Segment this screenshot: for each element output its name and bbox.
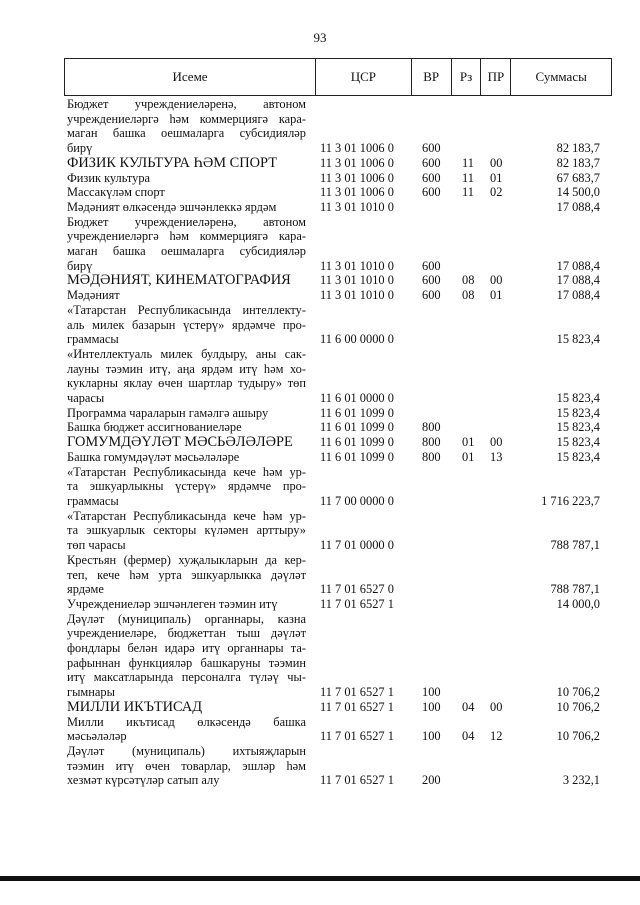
row-pr: 02 (490, 185, 503, 200)
row-sum: 15 823,4 (556, 405, 600, 420)
row-vr: 100 (422, 699, 441, 714)
row-csr: 11 6 01 1099 0 (320, 435, 394, 450)
row-sum: 15 823,4 (556, 332, 600, 347)
page-number: 93 (313, 30, 327, 45)
row-csr: 11 7 01 6527 1 (320, 699, 394, 714)
row-name-line: ярдәме (67, 582, 104, 597)
row-name-line: бирү (67, 141, 93, 156)
table-row (64, 273, 612, 288)
row-csr: 11 7 01 0000 0 (320, 538, 394, 553)
row-csr: 11 6 01 0000 0 (320, 391, 394, 406)
table-body (64, 97, 612, 788)
row-pr: 00 (490, 273, 503, 288)
row-vr: 800 (422, 449, 441, 464)
row-name-line: төп чарасы (67, 538, 126, 553)
row-csr: 11 6 01 1099 0 (320, 420, 394, 435)
row-name-line: Физик культура (67, 170, 151, 185)
table-row (64, 303, 612, 347)
row-vr: 600 (422, 141, 441, 156)
row-name-line: Бюджет учреждениеләренә, автоном (67, 97, 306, 111)
row-sum: 17 088,4 (556, 273, 600, 288)
row-name-line: Программа чараларын гамәлгә ашыру (67, 405, 269, 420)
row-name-line: хезмәт күрсәтүләр сатып алу (67, 773, 220, 788)
row-csr: 11 3 01 1010 0 (320, 199, 394, 214)
row-sum: 15 823,4 (556, 420, 600, 435)
row-csr: 11 7 01 6527 0 (320, 582, 394, 597)
row-name (64, 406, 316, 421)
column-header-sum: Суммасы (535, 69, 587, 84)
row-sum: 788 787,1 (550, 582, 600, 597)
row-name-line: «Татарстан Республикасында кече һәм ур- (67, 508, 306, 523)
row-pr: 01 (490, 170, 503, 185)
row-sum: 14 000,0 (556, 596, 600, 611)
row-name-line: Дәүләт (муниципаль) органнары, казна (67, 611, 306, 626)
row-name (64, 215, 316, 274)
row-pr: 01 (490, 288, 503, 303)
row-name (64, 97, 316, 156)
row-name (64, 156, 316, 171)
table-row (64, 215, 612, 274)
row-name-line: фондлары белән идарә итү органнары та- (67, 641, 306, 656)
table-row (64, 597, 612, 612)
row-name-line: маган башка оешмаларга субсидияләр (67, 244, 306, 259)
row-csr: 11 7 00 0000 0 (320, 493, 394, 508)
table-row (64, 156, 612, 171)
row-name (64, 700, 316, 715)
table-header (64, 58, 612, 96)
row-name (64, 509, 316, 553)
row-csr: 11 3 01 1006 0 (320, 155, 394, 170)
row-rz: 04 (462, 699, 475, 714)
row-name-line: Учреждениеләр эшчәнлеген тәэмин итү (67, 596, 278, 611)
row-name-line: итү максатларында персоналга түләү чы- (67, 670, 306, 685)
column-header-vr: ВР (412, 59, 452, 95)
row-vr: 600 (422, 288, 441, 303)
row-name-line: граммасы (67, 493, 119, 508)
table-row (64, 200, 612, 215)
table-row (64, 744, 612, 788)
row-sum: 15 823,4 (556, 391, 600, 406)
row-sum: 10 706,2 (556, 699, 600, 714)
row-csr: 11 6 01 1099 0 (320, 449, 394, 464)
row-name-line: лауны тәэмин итү, аңа ярдәм итү һәм хо- (67, 361, 306, 376)
row-vr: 600 (422, 170, 441, 185)
row-csr: 11 7 01 6527 1 (320, 729, 394, 744)
table-row (64, 97, 612, 156)
row-pr: 00 (490, 699, 503, 714)
row-vr: 800 (422, 435, 441, 450)
row-name-line: маган башка оешмаларга субсидияләр (67, 126, 306, 141)
row-sum: 15 823,4 (556, 435, 600, 450)
row-sum: 17 088,4 (556, 288, 600, 303)
row-csr: 11 7 01 6527 1 (320, 596, 394, 611)
row-name-line: ГОМУМДӘҮЛӘТ МӘСЬӘЛӘЛӘРЕ (67, 434, 293, 451)
row-name (64, 744, 316, 788)
row-sum: 14 500,0 (556, 185, 600, 200)
row-name-line: Башка гомумдәүләт мәсьәләләре (67, 449, 240, 464)
row-name-line: Массакүләм спорт (67, 185, 165, 200)
row-csr: 11 7 01 6527 1 (320, 685, 394, 700)
row-name (64, 450, 316, 465)
row-name-line: Дәүләт (муниципаль) ихтыяҗларын (67, 743, 306, 758)
row-name-line: бирү (67, 258, 93, 273)
table-row (64, 612, 612, 700)
row-name (64, 420, 316, 435)
row-vr: 600 (422, 155, 441, 170)
row-name-line: та эшкуарлыкны үстерү» ярдәмче про- (67, 479, 306, 494)
row-name-line: аль милек базарын үстерү» ярдәмче про- (67, 317, 306, 332)
table-row (64, 420, 612, 435)
row-rz: 11 (462, 155, 474, 170)
table-row (64, 435, 612, 450)
row-name (64, 288, 316, 303)
row-csr: 11 3 01 1010 0 (320, 258, 394, 273)
row-name (64, 612, 316, 700)
row-csr: 11 3 01 1006 0 (320, 141, 394, 156)
row-name-line: та эшкуарлык секторы күләмен арттыру» (67, 523, 306, 538)
table-row (64, 406, 612, 421)
column-header-rz: Рз (452, 59, 482, 95)
row-rz: 11 (462, 170, 474, 185)
row-sum: 1 716 223,7 (541, 493, 600, 508)
table-row (64, 288, 612, 303)
table-row (64, 171, 612, 186)
row-name-line: «Татарстан Республикасында кече һәм ур- (67, 464, 306, 479)
row-name (64, 273, 316, 288)
row-vr: 600 (422, 273, 441, 288)
row-sum: 10 706,2 (556, 729, 600, 744)
row-name (64, 303, 316, 347)
row-name-line: учреждениеләргә һәм коммерциягә кара- (67, 229, 306, 244)
row-rz: 11 (462, 185, 474, 200)
row-sum: 82 183,7 (556, 155, 600, 170)
row-name-line: учреждениеләргә һәм коммерциягә кара- (67, 111, 306, 126)
row-name-line: граммасы (67, 332, 119, 347)
row-sum: 10 706,2 (556, 685, 600, 700)
row-sum: 788 787,1 (550, 538, 600, 553)
row-pr: 00 (490, 435, 503, 450)
table-row (64, 450, 612, 465)
row-vr: 600 (422, 258, 441, 273)
row-vr: 800 (422, 420, 441, 435)
row-name-line: Мәдәният (67, 288, 120, 303)
row-name (64, 597, 316, 612)
row-sum: 82 183,7 (556, 141, 600, 156)
row-vr: 100 (422, 729, 441, 744)
row-name (64, 185, 316, 200)
row-name-line: учреждениеләре, бюджеттан тыш дәүләт (67, 626, 306, 641)
row-csr: 11 3 01 1010 0 (320, 288, 394, 303)
row-csr: 11 6 01 1099 0 (320, 405, 394, 420)
row-pr: 12 (490, 729, 503, 744)
row-name-line: «Татарстан Республикасында интеллекту- (67, 302, 306, 317)
row-rz: 01 (462, 449, 475, 464)
page-bottom-border (0, 876, 640, 881)
column-header-name: Исеме (65, 59, 316, 95)
row-csr: 11 6 00 0000 0 (320, 332, 394, 347)
row-name (64, 465, 316, 509)
row-csr: 11 7 01 6527 1 (320, 773, 394, 788)
table-row (64, 465, 612, 509)
row-name-line: МИЛЛИ ИКЪТИСАД (67, 698, 203, 715)
row-pr: 13 (490, 449, 503, 464)
row-name-line: Бюджет учреждениеләренә, автоном (67, 214, 306, 229)
row-name-line: чарасы (67, 391, 105, 406)
table-row (64, 700, 612, 715)
row-rz: 08 (462, 273, 475, 288)
row-name (64, 715, 316, 744)
table-row (64, 347, 612, 406)
row-name-line: Крестьян (фермер) хуҗалыкларын да кер- (67, 552, 306, 567)
row-name (64, 347, 316, 406)
row-name-line: кукларны яклау өчен шартлар тудыру» төп (67, 376, 306, 391)
row-name (64, 200, 316, 215)
row-name-line: «Интеллектуаль милек булдыру, аны сак- (67, 346, 306, 361)
row-sum: 17 088,4 (556, 199, 600, 214)
table-row (64, 715, 612, 744)
row-rz: 08 (462, 288, 475, 303)
row-name-line: Мәдәният өлкәсендә эшчәнлеккә ярдәм (67, 199, 277, 214)
row-name-line: гымнары (67, 685, 115, 700)
row-csr: 11 3 01 1010 0 (320, 273, 394, 288)
row-sum: 15 823,4 (556, 449, 600, 464)
column-header-csr: ЦСР (316, 59, 412, 95)
row-vr: 100 (422, 685, 441, 700)
row-name-line: мәсьәләләр (67, 729, 127, 744)
table-row (64, 185, 612, 200)
row-csr: 11 3 01 1006 0 (320, 170, 394, 185)
row-name-line: ФИЗИК КУЛЬТУРА ҺӘМ СПОРТ (67, 154, 277, 171)
row-csr: 11 3 01 1006 0 (320, 185, 394, 200)
row-rz: 04 (462, 729, 475, 744)
row-name-line: теп, кече һәм урта эшкуарлыкка дәүләт (67, 567, 306, 582)
table-row (64, 509, 612, 553)
row-vr: 600 (422, 185, 441, 200)
row-name-line: Милли икътисад өлкәсендә башка (67, 714, 306, 729)
table-row (64, 553, 612, 597)
column-header-pr: ПР (481, 59, 511, 95)
row-name (64, 435, 316, 450)
row-name (64, 553, 316, 597)
row-vr: 200 (422, 773, 441, 788)
row-name-line: рафыннан функцияләр башкаруны тәэмин (67, 655, 306, 670)
row-name-line: Башка бюджет ассигнованиеләре (67, 420, 242, 435)
row-sum: 17 088,4 (556, 258, 600, 273)
row-sum: 3 232,1 (562, 773, 600, 788)
row-rz: 01 (462, 435, 475, 450)
row-name-line: тәэмин итү өчен товарлар, эшләр һәм (67, 758, 306, 773)
row-name (64, 171, 316, 186)
row-pr: 00 (490, 155, 503, 170)
row-sum: 67 683,7 (556, 170, 600, 185)
row-name-line: МӘДӘНИЯТ, КИНЕМАТОГРАФИЯ (67, 272, 291, 289)
